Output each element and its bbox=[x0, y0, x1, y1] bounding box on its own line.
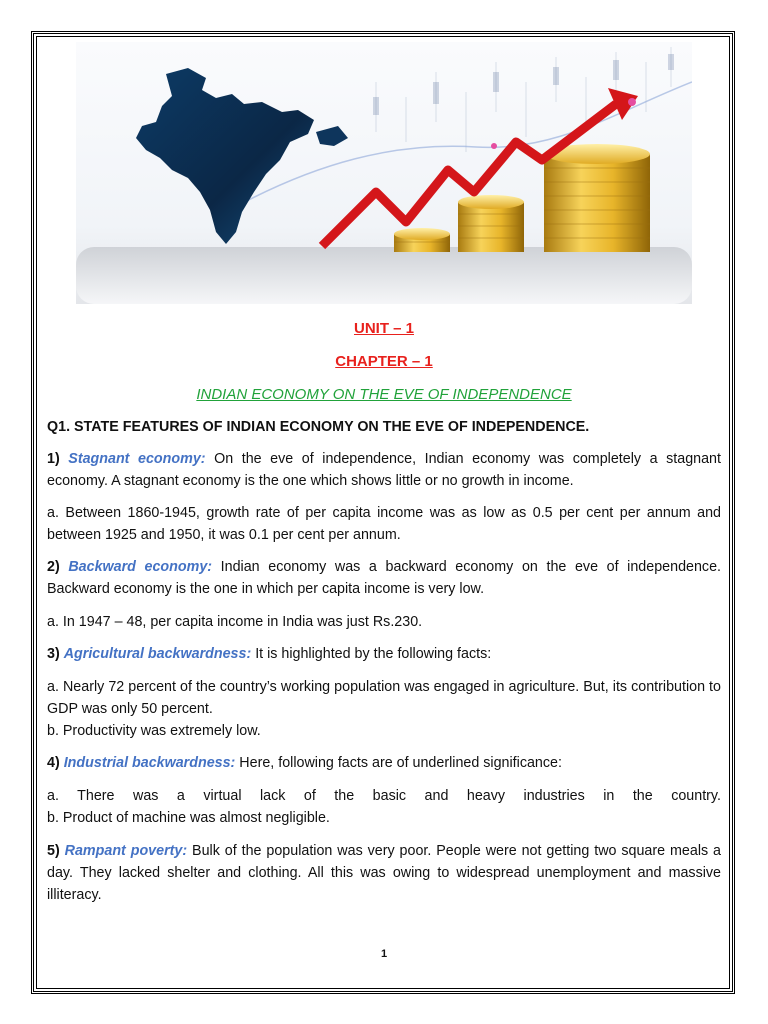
header-banner-image bbox=[76, 42, 692, 304]
point-backward-sub-a: a. In 1947 – 48, per capita income in India was just Rs.230. bbox=[47, 614, 423, 630]
point-agricultural-sub-a: a. Nearly 72 percent of the country’s working population was engaged in agriculture. But, its contribution to GDP was only 50 percent. bbox=[47, 679, 721, 717]
point-stagnant-sub-a: a. Between 1860-1945, growth rate of per capita income was as low as 0.5 per cent per annum and between 1925 and 1950, it was 0.1 per cent per annum. bbox=[47, 505, 721, 543]
point-term: Agricultural backwardness: bbox=[63, 646, 252, 662]
point-industrial-sub-b: b. Product of machine was almost negligible. bbox=[47, 810, 330, 826]
point-number: 4) bbox=[47, 755, 60, 771]
question-heading: Q1. STATE FEATURES OF INDIAN ECONOMY ON THE EVE OF INDEPENDENCE. bbox=[47, 419, 590, 435]
point-term: Industrial backwardness: bbox=[63, 755, 236, 771]
point-stagnant-economy bbox=[47, 448, 721, 492]
page-number: 1 bbox=[380, 948, 388, 960]
point-number: 5) bbox=[47, 843, 60, 859]
unit-heading: UNIT – 1 bbox=[353, 320, 414, 337]
point-rampant-poverty bbox=[47, 840, 721, 906]
point-term: Backward economy: bbox=[68, 559, 213, 575]
point-backward-economy bbox=[47, 556, 721, 600]
point-term: Rampant poverty: bbox=[64, 843, 188, 859]
point-industrial-sub-a: a. There was a virtual lack of the basic and heavy industries in the country. bbox=[47, 788, 721, 804]
point-number: 3) bbox=[47, 646, 60, 662]
point-text: Indian economy was a backward economy on the eve of independence. Backward economy is the one in which per capita income is very low. bbox=[47, 559, 721, 597]
point-text: Bulk of the population was very poor. People were not getting two square meals a day. They lacked shelter and clothing. All this was owing to widespread unemployment and massive illiteracy. bbox=[47, 843, 722, 903]
chapter-title: INDIAN ECONOMY ON THE EVE OF INDEPENDENCE bbox=[196, 386, 572, 403]
point-number: 1) bbox=[47, 451, 60, 467]
point-industrial-backwardness bbox=[47, 752, 721, 774]
point-number: 2) bbox=[47, 559, 60, 575]
point-agricultural-backwardness bbox=[47, 643, 721, 665]
point-text: On the eve of independence, Indian economy was completely a stagnant economy. A stagnant economy is the one which shows little or no growth in income. bbox=[47, 451, 721, 489]
chapter-heading: CHAPTER – 1 bbox=[335, 353, 433, 370]
point-term: Stagnant economy: bbox=[68, 451, 206, 467]
point-text: Here, following facts are of underlined significance: bbox=[235, 755, 562, 771]
point-agricultural-sub-b: b. Productivity was extremely low. bbox=[47, 723, 261, 739]
point-text: It is highlighted by the following facts: bbox=[251, 646, 492, 662]
